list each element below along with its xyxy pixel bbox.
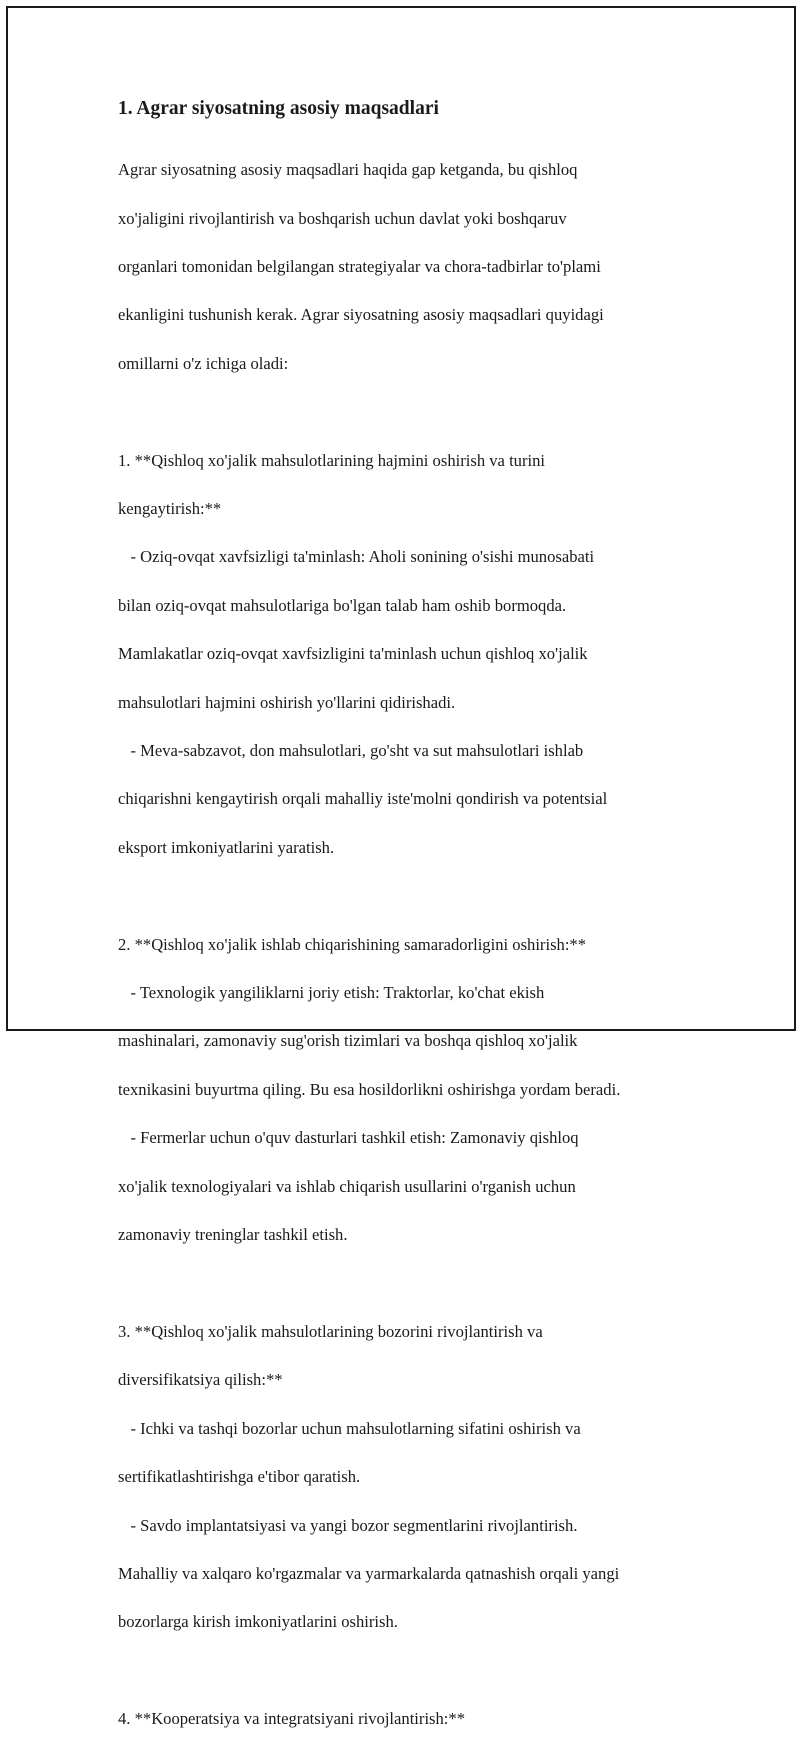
text-line: xo'jaligini rivojlantirish va boshqarish uchun davlat yoki boshqaruv (118, 208, 567, 228)
text-line: ekanligini tushunish kerak. Agrar siyosatning asosiy maqsadlari quyidagi (118, 305, 604, 325)
list-section-3 (118, 1296, 688, 1659)
text-line: - Meva-sabzavot, don mahsulotlari, go'sht va sut mahsulotlari ishlab (118, 741, 584, 761)
text-line: zamonaviy treninglar tashkil etish. (118, 1225, 348, 1245)
text-line: chiqarishni kengaytirish orqali mahalliy iste'molni qondirish va potentsial (118, 789, 608, 809)
list-section-4 (118, 1683, 688, 1756)
text-line: sertifikatlashtirishga e'tibor qaratish. (118, 1467, 361, 1487)
text-line: - Oziq-ovqat xavfsizligi ta'minlash: Aholi sonining o'sishi munosabati (118, 547, 595, 567)
text-line: 4. **Kooperatsiya va integratsiyani rivojlantirish:** (118, 1709, 466, 1729)
text-line: eksport imkoniyatlarini yaratish. (118, 837, 335, 857)
text-line: Mamlakatlar oziq-ovqat xavfsizligini ta'minlash uchun qishloq xo'jalik (118, 644, 588, 664)
text-line: Mahalliy va xalqaro ko'rgazmalar va yarmarkalarda qatnashish orqali yangi (118, 1563, 620, 1583)
document-page (6, 6, 796, 1729)
text-line: texnikasini buyurtma qiling. Bu esa hosildorlikni oshirishga yordam beradi. (118, 1079, 621, 1099)
text-line: mashinalari, zamonaviy sug'orish tizimlari va boshqa qishloq xo'jalik (118, 1031, 578, 1051)
intro-paragraph (118, 134, 688, 400)
text-line: 1. **Qishloq xo'jalik mahsulotlarining hajmini oshirish va turini (118, 450, 546, 470)
text-line: omillarni o'z ichiga oladi: (118, 353, 289, 373)
text-line: diversifikatsiya qilish:** (118, 1370, 283, 1390)
text-line: bozorlarga kirish imkoniyatlarini oshirish. (118, 1612, 398, 1632)
list-section-1 (118, 424, 688, 884)
text-line: mahsulotlari hajmini oshirish yo'llarini qidirishadi. (118, 692, 456, 712)
text-line: xo'jalik texnologiyalari va ishlab chiqarish usullarini o'rganish uchun (118, 1176, 576, 1196)
section-heading: 1. Agrar siyosatning asosiy maqsadlari (118, 98, 439, 119)
text-line: Agrar siyosatning asosiy maqsadlari haqida gap ketganda, bu qishloq (118, 160, 578, 180)
text-line: 3. **Qishloq xo'jalik mahsulotlarining bozorini rivojlantirish va (118, 1321, 543, 1341)
text-line: - Fermerlar uchun o'quv dasturlari tashkil etish: Zamonaviy qishloq (118, 1128, 579, 1148)
text-line: organlari tomonidan belgilangan strategiyalar va chora-tadbirlar to'plami (118, 257, 601, 277)
text-line: kengaytirish:** (118, 499, 222, 519)
text-line: - Savdo implantatsiyasi va yangi bozor segmentlarini rivojlantirish. (118, 1515, 578, 1535)
text-line: - Ichki va tashqi bozorlar uchun mahsulotlarning sifatini oshirish va (118, 1418, 581, 1438)
text-line: - Texnologik yangiliklarni joriy etish: Traktorlar, ko'chat ekish (118, 983, 545, 1003)
text-line: bilan oziq-ovqat mahsulotlariga bo'lgan talab ham oshib bormoqda. (118, 595, 567, 615)
list-section-2 (118, 908, 688, 1271)
document-body (118, 96, 688, 1756)
text-line: 2. **Qishloq xo'jalik ishlab chiqarishining samaradorligini oshirish:** (118, 934, 587, 954)
